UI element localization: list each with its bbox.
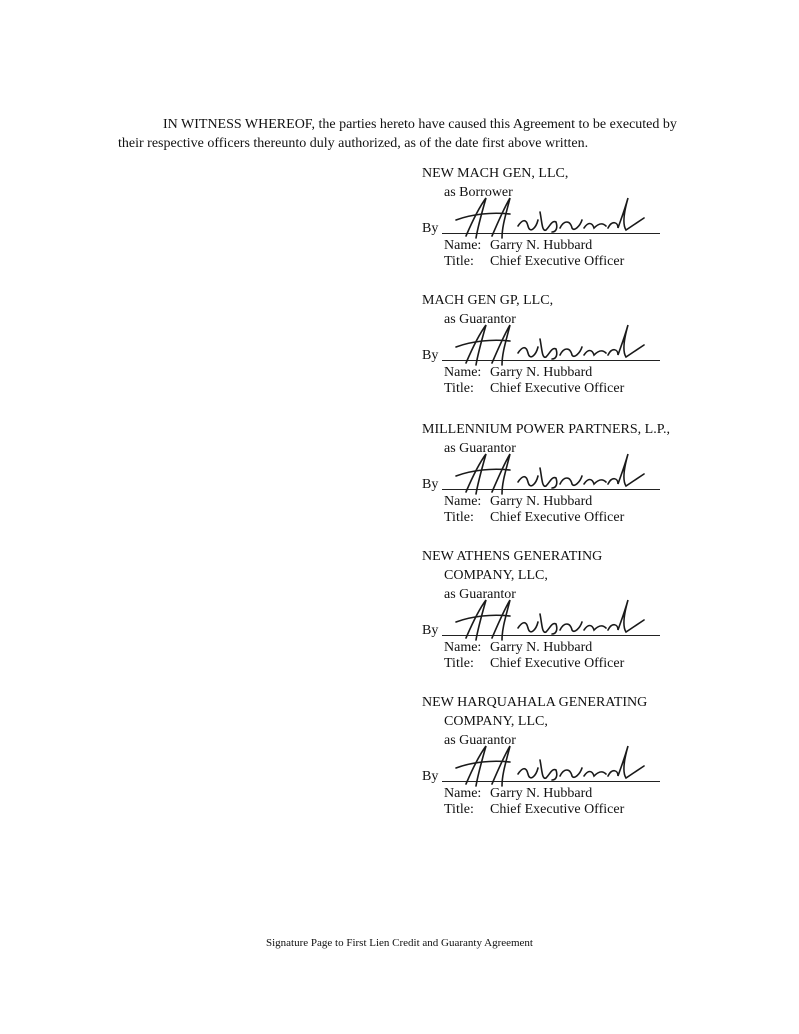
signatory-name: Garry N. Hubbard	[490, 365, 593, 380]
signature-stroke	[584, 480, 606, 485]
signature-stroke	[560, 768, 582, 777]
handwritten-signature	[452, 594, 652, 646]
by-label: By	[422, 623, 439, 638]
by-label: By	[422, 769, 439, 784]
party-role: as Guarantor	[444, 733, 516, 748]
signature-stroke	[540, 339, 557, 359]
signatory-name: Garry N. Hubbard	[490, 640, 593, 655]
signature-line	[422, 610, 682, 640]
signature-stroke	[466, 600, 486, 640]
title-field	[422, 254, 682, 270]
signature-stroke	[608, 454, 644, 486]
signature-stroke	[518, 347, 538, 357]
signature-stroke	[584, 772, 606, 777]
handwritten-signature	[452, 319, 652, 371]
signature-block-mach-gen-gp	[422, 291, 682, 397]
signature-stroke	[608, 746, 644, 778]
signatory-name: Garry N. Hubbard	[490, 786, 593, 801]
signature-stroke	[608, 325, 644, 357]
signature-stroke	[560, 622, 582, 631]
signature-stroke	[560, 476, 582, 485]
signature-block-new-harquahala	[422, 693, 682, 818]
signature-stroke	[584, 626, 606, 631]
signatory-title: Chief Executive Officer	[490, 656, 625, 671]
signature-stroke	[560, 347, 582, 356]
signature-stroke	[540, 614, 557, 634]
party-role: as Guarantor	[444, 312, 516, 327]
signatory-title: Chief Executive Officer	[490, 802, 625, 817]
handwritten-signature	[452, 740, 652, 792]
signature-stroke	[466, 454, 486, 494]
signature-stroke	[518, 220, 538, 230]
signature-stroke	[466, 746, 486, 786]
signature-stroke	[540, 760, 557, 780]
signature-stroke	[540, 468, 557, 488]
title-label: Title:	[444, 381, 474, 396]
signature-stroke	[540, 212, 557, 232]
title-label: Title:	[444, 802, 474, 817]
signature-line	[422, 464, 682, 494]
title-field	[422, 802, 682, 818]
name-label: Name:	[444, 365, 482, 380]
signature-stroke	[608, 600, 644, 632]
signature-line	[422, 756, 682, 786]
signature-stroke	[560, 220, 582, 229]
signature-stroke	[518, 622, 538, 632]
title-label: Title:	[444, 656, 474, 671]
signature-stroke	[608, 198, 644, 230]
signature-stroke	[492, 746, 510, 786]
title-field	[422, 381, 682, 397]
by-label: By	[422, 221, 439, 236]
handwritten-signature	[452, 448, 652, 500]
entity-name-continued: COMPANY, LLC,	[444, 714, 548, 729]
entity-name: NEW ATHENS GENERATING	[422, 549, 603, 564]
name-label: Name:	[444, 238, 482, 253]
signature-line	[422, 335, 682, 365]
witness-paragraph: IN WITNESS WHEREOF, the parties hereto have caused this Agreement to be executed by their respective officers thereunto duly authorized, as of the date first above written.	[118, 117, 677, 151]
entity-name-continued: COMPANY, LLC,	[444, 568, 548, 583]
signature-block-new-mach-gen	[422, 164, 682, 270]
handwritten-signature	[452, 192, 652, 244]
signature-stroke	[518, 476, 538, 486]
name-label: Name:	[444, 494, 482, 509]
signature-stroke	[492, 198, 510, 238]
party-role: as Guarantor	[444, 587, 516, 602]
page-footer: Signature Page to First Lien Credit and Guaranty Agreement	[266, 937, 533, 949]
party-role: as Borrower	[444, 185, 513, 200]
signatory-title: Chief Executive Officer	[490, 254, 625, 269]
title-field	[422, 510, 682, 526]
name-label: Name:	[444, 786, 482, 801]
signature-stroke	[466, 198, 486, 238]
signatory-name: Garry N. Hubbard	[490, 494, 593, 509]
entity-name: MACH GEN GP, LLC,	[422, 293, 554, 308]
title-field	[422, 656, 682, 672]
party-role: as Guarantor	[444, 441, 516, 456]
entity-name: NEW HARQUAHALA GENERATING	[422, 695, 648, 710]
signature-stroke	[492, 454, 510, 494]
signature-block-new-athens	[422, 547, 682, 672]
name-label: Name:	[444, 640, 482, 655]
entity-name: NEW MACH GEN, LLC,	[422, 166, 569, 181]
signatory-name: Garry N. Hubbard	[490, 238, 593, 253]
by-label: By	[422, 477, 439, 492]
title-label: Title:	[444, 510, 474, 525]
title-label: Title:	[444, 254, 474, 269]
signature-line	[422, 208, 682, 238]
signatory-title: Chief Executive Officer	[490, 510, 625, 525]
signature-stroke	[492, 325, 510, 365]
signature-stroke	[584, 224, 606, 229]
entity-name: MILLENNIUM POWER PARTNERS, L.P.,	[422, 422, 670, 437]
signature-stroke	[492, 600, 510, 640]
signature-stroke	[518, 768, 538, 778]
signature-stroke	[466, 325, 486, 365]
signatory-title: Chief Executive Officer	[490, 381, 625, 396]
signature-block-millennium-power	[422, 420, 682, 526]
by-label: By	[422, 348, 439, 363]
signature-stroke	[584, 351, 606, 356]
